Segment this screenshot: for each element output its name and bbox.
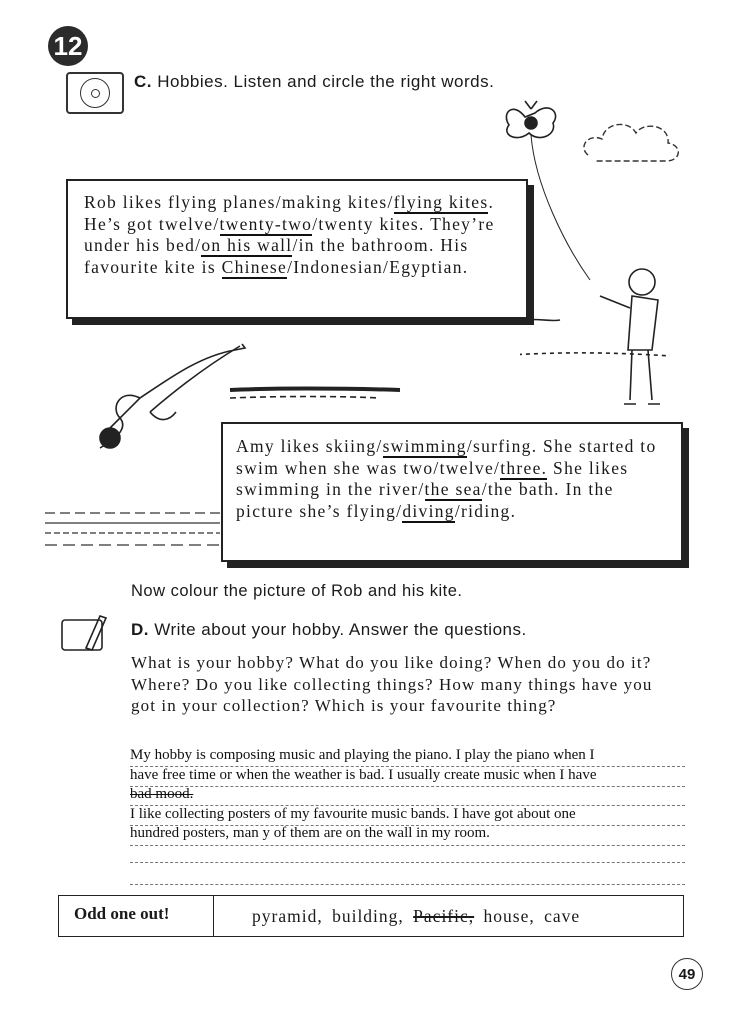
cd-audio-icon — [66, 72, 124, 114]
odd-one-out-label: Odd one out! — [74, 904, 170, 923]
odd-one-out-words: pyramid, building, Pacific, house, cave — [252, 906, 581, 926]
writing-line — [130, 845, 685, 846]
rob-answer-3: on his wall — [201, 235, 293, 255]
writing-line — [130, 862, 685, 863]
amy-answer-2: three. — [500, 457, 548, 478]
writing-line — [130, 805, 685, 806]
cloud-illustration — [578, 115, 688, 170]
rob-paragraph: Rob likes flying planes/making kites/flying kites. He’s got twelve/twenty-two/twenty kites. They’re under his bed/on his wall/in the bathroom. His favourite kite is Chinese/Indonesian/Egyptian. — [84, 192, 495, 277]
section-d-questions: What is your hobby? What do you like doing? When do you do it? Where? Do you like collecting things? How many things have you got in your collection? Which is your favourite thing? — [131, 653, 653, 715]
odd-one-out-answer: Pacific, — [413, 906, 475, 926]
page-number: 49 — [671, 958, 703, 990]
answer-area — [130, 746, 685, 844]
writing-line — [130, 786, 685, 787]
rob-figure-illustration — [520, 260, 670, 420]
writing-line — [130, 766, 685, 767]
rob-answer-2: twenty-two — [219, 213, 313, 234]
pencil-writing-icon — [60, 612, 110, 654]
answer-line: have free time or when the weather is bad. I usually create music when I have — [130, 766, 597, 783]
section-d-heading: D. Write about your hobby. Answer the questions. — [131, 620, 527, 639]
amy-answer-1: swimming — [382, 436, 467, 456]
rob-textbox — [66, 179, 528, 319]
answer-line: bad mood. — [130, 786, 194, 802]
writing-line — [130, 825, 685, 826]
unit-number-badge: 12 — [48, 26, 88, 66]
sea-illustration — [45, 505, 225, 555]
colour-instruction: Now colour the picture of Rob and his kite. — [131, 582, 463, 600]
answer-line: I like collecting posters of my favourite music bands. I have got about one — [130, 805, 576, 822]
rob-answer-1: flying kites — [393, 192, 489, 212]
rob-answer-4: Chinese — [221, 256, 288, 277]
answer-line: My hobby is composing music and playing the piano. I play the piano when I — [130, 747, 595, 763]
amy-paragraph: Amy likes skiing/swimming/surfing. She started to swim when she was two/twelve/three. She likes swimming in the river/the sea/the bath. In the picture she’s flying/diving/riding. — [236, 436, 657, 521]
odd-one-out-divider — [213, 895, 214, 937]
amy-textbox — [221, 422, 683, 562]
writing-line — [130, 884, 685, 885]
amy-answer-4: diving — [402, 500, 455, 521]
amy-answer-3: the sea — [424, 479, 482, 499]
section-c-heading: C. Hobbies. Listen and circle the right words. — [134, 72, 495, 91]
answer-line: hundred posters, man y of them are on the wall in my room. — [130, 825, 490, 841]
